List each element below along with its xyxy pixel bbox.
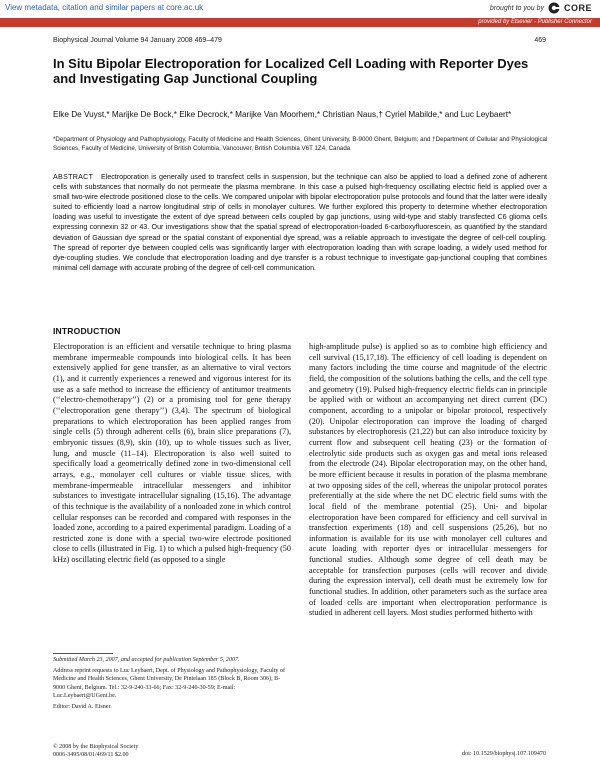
affiliations: *Department of Physiology and Pathophysiology, Faculty of Medicine and Health Sciences, Ghent University, B-9000 Ghent, Belgium; and †Department of Cellular and Physiological Sciences, Faculty of Medicine, University of British Columbia, Vancouver, British Columbia V6T 1Z4, Canada	[53, 136, 548, 152]
core-branding[interactable]	[490, 2, 592, 14]
author-list: Elke De Vuyst,* Marijke De Bock,* Elke Decrock,* Marijke Van Moorhem,* Christian Naus,† Cyriel Mabilde,* and Luc Leybaert*	[53, 110, 512, 119]
copyright-line: © 2008 by the Biophysical Society	[53, 744, 139, 750]
provider-text[interactable]: provided by Elsevier - Publisher Connector	[478, 19, 592, 25]
page-number: 469	[534, 37, 546, 44]
core-brought-by: brought to you by	[489, 4, 544, 12]
section-heading-introduction: INTRODUCTION	[53, 326, 121, 336]
footnote-divider	[53, 653, 113, 654]
footnotes	[53, 656, 291, 711]
paper-title: In Situ Bipolar Electroporation for Localized Cell Loading with Reporter Dyes and Investigating Gap Junctional Coupling	[53, 56, 529, 86]
body-column-left: Electroporation is an efficient and versatile technique to bring plasma membrane impermeable compounds into biological cells. It has been extensively applied for gene transfer, as an alternative to viral vectors (1), and it currently experiences a renewed and vigorous interest for its use as a safe method to increase the efficiency of antitumor treatments (‘‘electro-chemotherapy’’) (2) or a promising tool for gene therapy (‘‘electroporation gene therapy’’) (3,4). The spectrum of biological preparations to which electroporation has been applied ranges from single cells (5) through adherent cells (6), brain slice preparations (7), embryonic tissues (8,9), skin (10), up to whole tissues such as liver, lung, and muscle (11–14). Electroporation is also well suited to specifically load a geometrically defined zone in two-dimensional cell arrays, e.g., monolayer cell cultures or viable tissue slices, with membrane-impermeable intracellular messengers and inhibitor substances to investigate intracellular signaling (15,16). The advantage of this technique is the availability of a nonloaded zone in which control cellular responses can be recorded and compared with responses in the loaded zone, according to a paired experimental paradigm. Loading of a restricted zone is done with a special two-wire electrode positioned close to cells (illustrated in Fig. 1) to which a pulsed high-frequency (50 kHz) oscillating electric field (as opposed to a single	[53, 342, 291, 565]
footnote-editor: Editor: David A. Eisner.	[53, 704, 112, 711]
provider-bar	[0, 18, 600, 27]
core-logo-icon	[548, 2, 560, 14]
footnote-submitted: Submitted March 23, 2007, and accepted for publication September 5, 2007.	[53, 657, 240, 663]
core-banner	[0, 0, 600, 18]
body-column-right: high-amplitude pulse) is applied so as to combine high efficiency and cell survival (15,17,18). The efficiency of cell loading is dependent on many factors including the time course and magnitude of the electric field, the composition of the solutions bathing the cells, and the cell type and geometry (19). Pulsed high-frequency electric fields can in principle be applied with or without an accompanying net direct current (DC) component, according to a unipolar or bipolar protocol, respectively (20). Unipolar electroporation can improve the loading of charged substances by electrophoresis (21,22) but can also introduce toxicity by current flow and subsequent cell heating (23) or the formation of electrolytic side products such as oxygen gas and metal ions released from the electrode (24). Bipolar electroporation may, on the other hand, be more efficient because it results in poration of the plasma membrane at two opposing sides of the cell, whereas the unipolar protocol porates preferentially at the side where the net DC electric field sums with the local field of the membrane potential (25). Uni- and bipolar electroporation have been compared for efficiency and cell survival in transfection experiments (18) and cell suspensions (25,26), but no information is available for its use with monolayer cell cultures and acute loading with reporter dyes or intracellular messengers for functional studies. Although some degree of cell death may be acceptable for transfection purposes (cells will recover and divide during the expression interval), cell death must be extremely low for functional studies. In addition, other parameters such as the surface area of loaded cells are important when electroporation performance is studied in adherent cell layers. Most studies performed hitherto with	[309, 342, 547, 618]
journal-header: Biophysical Journal Volume 94 January 2008 469–479	[53, 37, 222, 44]
abstract	[53, 172, 547, 273]
doi: doi: 10.1529/biophysj.107.109470	[462, 751, 546, 757]
issn-line: 0006-3495/08/01/469/11 $2.00	[53, 752, 129, 759]
abstract-label: ABSTRACT	[53, 173, 94, 181]
abstract-text: Electroporation is generally used to transfect cells in suspension, but the technique can also be applied to load a defined zone of adherent cells with substances that normally do not permeate the plasma membrane. In this case a pulsed high-frequency oscillating electric field is applied over a small two-wire electrode positioned close to the cells. We compared unipolar with bipolar electroporation pulse protocols and found that the latter were ideally suited to efficiently load a narrow longitudinal strip of cells in monolayer cultures. We further explored this property to determine whether electroporation loading was useful to investigate the extent of dye spread between cells coupled by gap junctions, using wild-type and stably transfected C6 glioma cells expressing connexin 32 or 43. Our investigations show that the spatial spread of electroporation-loaded 6-carboxyfluorescein, as quantified by the standard deviation of Gaussian dye spread or the spatial constant of exponential dye spread, was a reliable approach to investigate the degree of cell-cell coupling. The spread of reporter dye between coupled cells was significantly larger with electroporation loading than with scrape loading, a widely used method for dye-coupling studies. We conclude that electroporation loading and dye transfer is a robust technique to investigate gap-junctional coupling that combines minimal cell damage with accurate probing of the degree of cell-cell communication.	[53, 173, 547, 272]
core-metadata-link[interactable]: View metadata, citation and similar papers at core.ac.uk	[5, 3, 204, 12]
footnote-address: Address reprint requests to Luc Leybaert, Dept. of Physiology and Pathophysiology, Faculty of Medicine and Health Sciences, Ghent University, De Pintelaan 185 (Block B, Room 306), B-9000 Ghent, Belgium. Tel.: 32-9-240-33-66; Fax: 32-9-240-30-59; E-mail: Luc.Leybaert@UGent.be.	[53, 668, 285, 699]
core-brand: CORE	[563, 3, 592, 13]
copyright-block	[53, 743, 291, 759]
